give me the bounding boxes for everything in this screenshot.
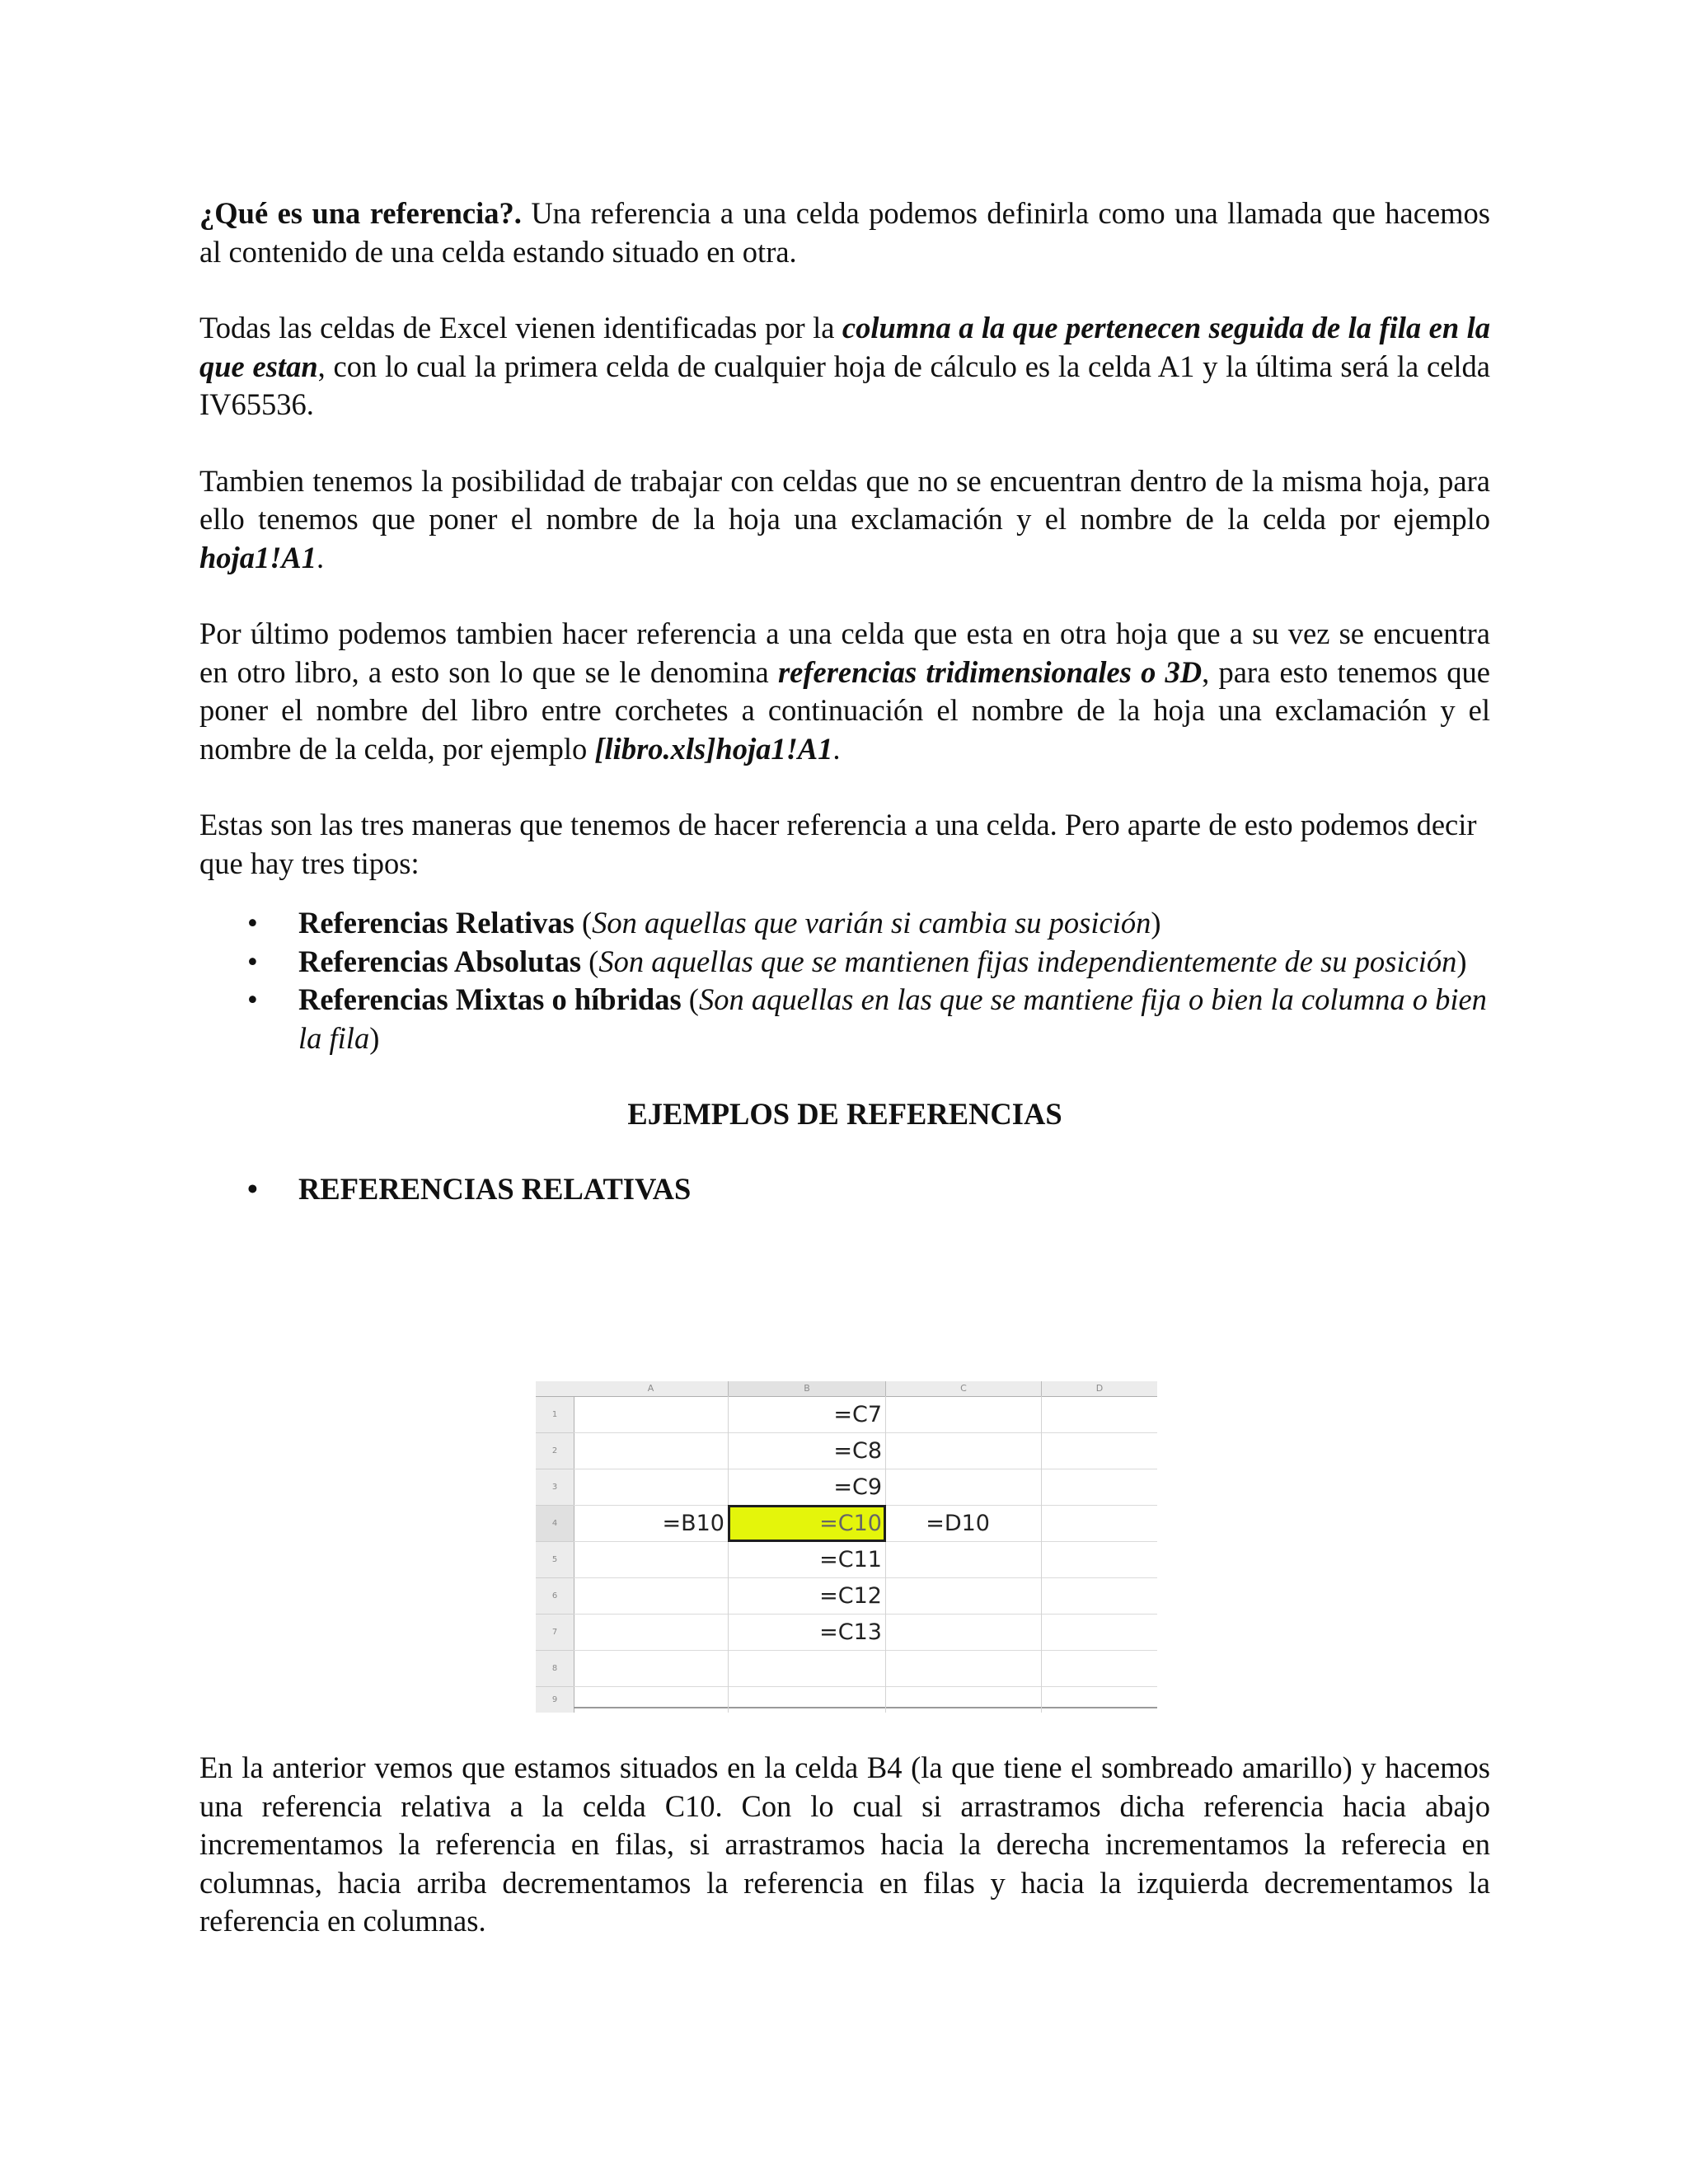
grid-line	[885, 1396, 886, 1713]
type-name: Referencias Mixtas o híbridas	[298, 982, 682, 1016]
corner-header	[536, 1381, 574, 1397]
type-name: Referencias Relativas	[298, 906, 574, 940]
type-description: Son aquellas que se mantienen fijas independientemente de su posición	[598, 944, 1457, 978]
grid-line	[574, 1707, 1157, 1708]
sub-heading-text: REFERENCIAS RELATIVAS	[298, 1171, 692, 1206]
cell-b1: =C7	[833, 1402, 882, 1427]
cell-b7: =C13	[819, 1619, 882, 1645]
row-header-1: 1	[536, 1397, 574, 1433]
text-run: Todas las celdas de Excel vienen identificadas por la	[199, 311, 842, 344]
conclusion-paragraph: En la anterior vemos que estamos situados en la celda B4 (la que tiene el sombreado amarillo) y hacemos una referencia relativa a la celda C10. Con lo cual si arrastramos dicha referencia hacia abajo incrementamos la referencia en filas, si arrastramos hacia la derecha incrementamos la referecia en columnas, hacia arriba decrementamos la referencia en filas y hacia la izquierda decrementamos la referencia en columnas.	[199, 1750, 1490, 1938]
cell-c4: =D10	[926, 1511, 990, 1536]
column-header-d: D	[1042, 1381, 1157, 1397]
bullet-icon: •	[247, 944, 258, 978]
row-header-2: 2	[536, 1433, 574, 1469]
document-page	[199, 194, 1490, 1208]
types-intro-paragraph: Estas son las tres maneras que tenemos de hacer referencia a una celda. Pero aparte de esto podemos decir que hay tres tipos:	[199, 808, 1477, 880]
intro-paragraph	[199, 194, 1490, 271]
column-header-a: A	[574, 1381, 729, 1397]
3d-reference-paragraph	[199, 615, 1490, 768]
list-item: • Referencias Absolutas (Son aquellas que se mantienen fijas independientemente de su posición)	[199, 943, 1490, 982]
intro-question: ¿Qué es una referencia?.	[199, 196, 522, 230]
list-item: • Referencias Mixtas o híbridas (Son aquellas en las que se mantiene fija o bien la columna o bien la fila)	[247, 982, 1487, 1055]
emphasis-column-row: columna a la que pertenecen seguida de la fila en la que estan	[199, 311, 1490, 383]
cell-b6: =C12	[819, 1583, 882, 1609]
row-header-8: 8	[536, 1651, 574, 1687]
text-run: Tambien tenemos la posibilidad de trabajar con celdas que no se encuentran dentro de la misma hoja, para ello tenemos que poner el nombre de la hoja una exclamación y el nombre de la celda por ejemplo	[199, 463, 1490, 536]
list-item: • Referencias Relativas (Son aquellas que varián si cambia su posición)	[199, 904, 1490, 943]
other-sheet-paragraph	[199, 462, 1490, 578]
cell-b5: =C11	[819, 1547, 882, 1572]
example-book-reference: [libro.xls]hoja1!A1	[594, 731, 833, 766]
cell-b3: =C9	[833, 1474, 882, 1500]
row-header-4: 4	[536, 1506, 574, 1542]
cell-b2: =C8	[833, 1438, 882, 1464]
bullet-icon: •	[247, 906, 258, 940]
bullet-icon: •	[247, 1171, 258, 1206]
row-header-6: 6	[536, 1578, 574, 1615]
text-run: .	[832, 731, 841, 766]
row-header-3: 3	[536, 1469, 574, 1506]
cell-b4: =C10	[819, 1511, 882, 1536]
reference-types-list	[199, 904, 1490, 1057]
text-run: , con lo cual la primera celda de cualquier hoja de cálculo es la celda A1 y la última será la celda IV65536.	[199, 349, 1490, 421]
examples-heading: EJEMPLOS DE REFERENCIAS	[627, 1097, 1062, 1131]
type-description: Son aquellas que varián si cambia su posición	[592, 906, 1151, 940]
row-header-5: 5	[536, 1542, 574, 1578]
bullet-icon: •	[247, 982, 258, 1016]
relative-references-heading	[199, 1170, 1490, 1209]
emphasis-3d-references: referencias tridimensionales o 3D	[777, 654, 1203, 689]
cell-identification-paragraph	[199, 309, 1490, 424]
intro-definition: Una referencia a una celda podemos definirla como una llamada que hacemos al contenido de una celda estando situado en otra.	[199, 196, 1490, 269]
example-sheet-reference: hoja1!A1	[199, 540, 316, 574]
row-header-9: 9	[536, 1687, 574, 1713]
type-description: Son aquellas en las que se mantiene fija o bien la columna o bien la fila	[298, 982, 1487, 1055]
spreadsheet-example	[536, 1381, 1157, 1713]
cell-a4: =B10	[662, 1511, 724, 1536]
grid-line	[1041, 1396, 1042, 1713]
column-header-b: B	[729, 1381, 886, 1397]
type-name: Referencias Absolutas	[298, 944, 582, 978]
column-header-c: C	[886, 1381, 1042, 1397]
text-run: , para esto tenemos que poner el nombre del libro entre corchetes a continuación el nombre de la hoja una exclamación y el nombre de la celda, por ejemplo	[199, 654, 1490, 766]
grid-line	[574, 1686, 1157, 1687]
row-header-7: 7	[536, 1615, 574, 1651]
text-run: Por último podemos tambien hacer referencia a una celda que esta en otra hoja que a su vez se encuentra en otro libro, a esto son lo que se le denomina	[199, 616, 1490, 689]
text-run: .	[316, 540, 325, 574]
